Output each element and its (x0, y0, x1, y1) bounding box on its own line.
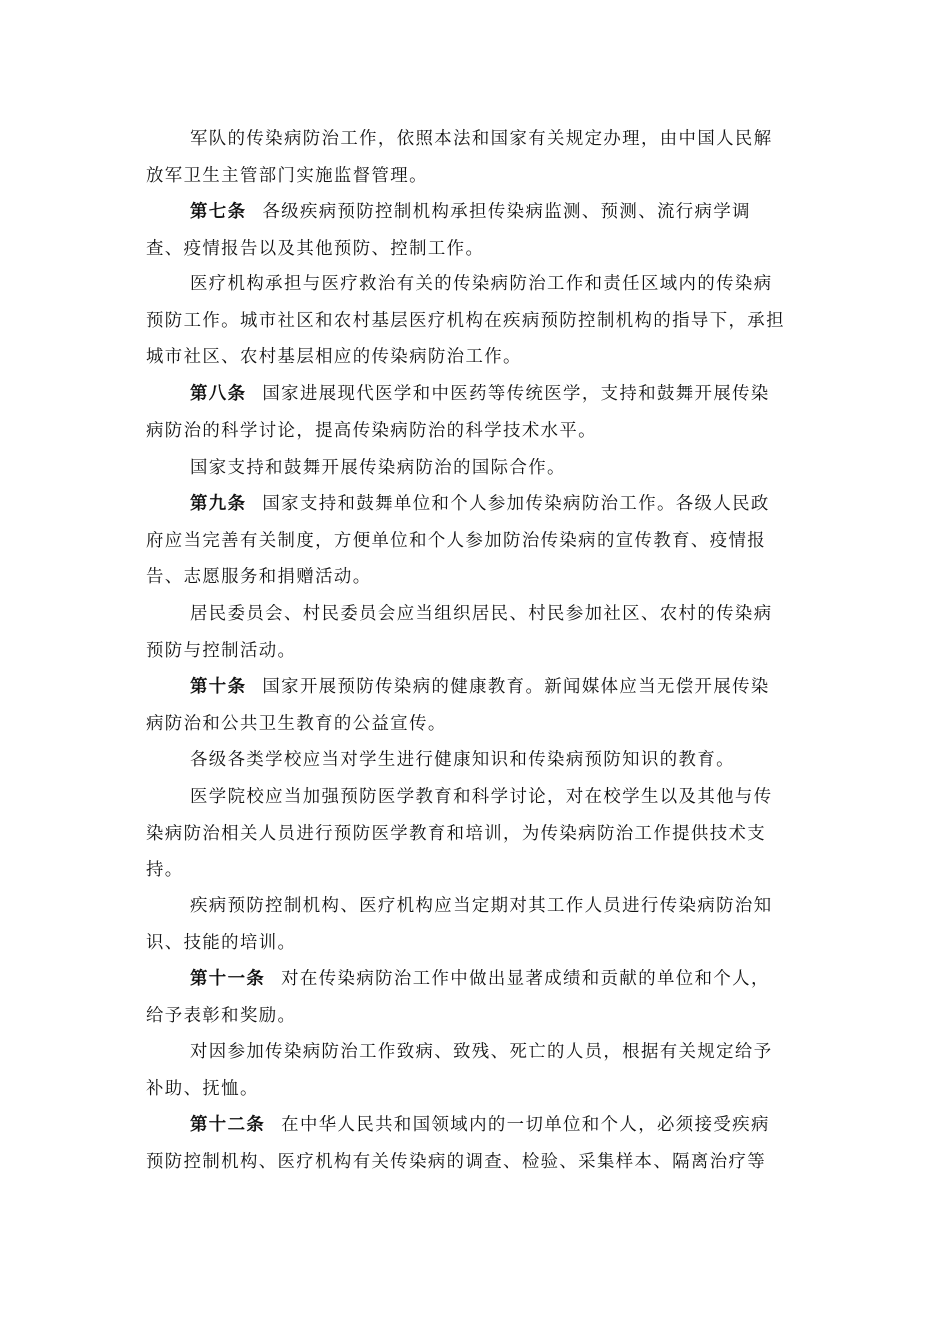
paragraph-international (146, 450, 786, 487)
paragraph-text: 国家支持和鼓舞开展传染病防治的国际合作。 (190, 458, 566, 478)
paragraph-text: 各级各类学校应当对学生进行健康知识和传染病预防知识的教育。 (190, 750, 735, 770)
paragraph-text: 国家支持和鼓舞单位和个人参加传染病防治工作。各级人民政府应当完善有关制度，方便单位和个人参加防治传染病的宣传教育、疫情报告、志愿服务和捐赠活动。 (146, 494, 770, 587)
paragraph-text: 军队的传染病防治工作，依照本法和国家有关规定办理，由中国人民解放军卫生主管部门实施监督管理。 (146, 129, 773, 186)
article-12 (146, 1107, 786, 1180)
article-heading: 第十一条 (190, 969, 266, 989)
paragraph-text: 医学院校应当加强预防医学教育和科学讨论，对在校学生以及其他与传染病防治相关人员进行预防医学教育和培训，为传染病防治工作提供技术支持。 (146, 787, 773, 880)
paragraph-committees (146, 596, 786, 669)
paragraph-training (146, 888, 786, 961)
article-heading: 第八条 (190, 384, 247, 404)
paragraph-text: 对在传染病防治工作中做出显著成绩和贡献的单位和个人，给予表彰和奖励。 (146, 969, 770, 1026)
paragraph-medical-institutions (146, 266, 786, 376)
paragraph-schools (146, 742, 786, 779)
paragraph-text: 疾病预防控制机构、医疗机构应当定期对其工作人员进行传染病防治知识、技能的培训。 (146, 896, 773, 953)
article-10 (146, 669, 786, 742)
article-heading: 第七条 (190, 202, 247, 222)
paragraph-text: 国家进展现代医学和中医药等传统医学，支持和鼓舞开展传染病防治的科学讨论，提高传染病防治的科学技术水平。 (146, 384, 770, 441)
article-heading: 第九条 (190, 494, 247, 514)
paragraph-military (146, 121, 786, 194)
article-11 (146, 961, 786, 1034)
article-heading: 第十条 (190, 677, 247, 697)
article-9 (146, 486, 786, 596)
paragraph-compensation (146, 1034, 786, 1107)
paragraph-text: 居民委员会、村民委员会应当组织居民、村民参加社区、农村的传染病预防与控制活动。 (146, 604, 773, 661)
paragraph-text: 在中华人民共和国领域内的一切单位和个人，必须接受疾病预防控制机构、医疗机构有关传染病的调查、检验、采集样本、隔离治疗等 (146, 1115, 770, 1172)
paragraph-text: 国家开展预防传染病的健康教育。新闻媒体应当无偿开展传染病防治和公共卫生教育的公益宣传。 (146, 677, 770, 734)
article-8 (146, 376, 786, 449)
article-7 (146, 194, 786, 267)
paragraph-medical-colleges (146, 779, 786, 889)
paragraph-text: 对因参加传染病防治工作致病、致残、死亡的人员，根据有关规定给予补助、抚恤。 (146, 1042, 773, 1099)
paragraph-text: 各级疾病预防控制机构承担传染病监测、预测、流行病学调查、疫情报告以及其他预防、控制工作。 (146, 202, 751, 259)
paragraph-text: 医疗机构承担与医疗救治有关的传染病防治工作和责任区域内的传染病预防工作。城市社区和农村基层医疗机构在疾病预防控制机构的指导下，承担城市社区、农村基层相应的传染病防治工作。 (146, 274, 785, 367)
article-heading: 第十二条 (190, 1115, 266, 1135)
